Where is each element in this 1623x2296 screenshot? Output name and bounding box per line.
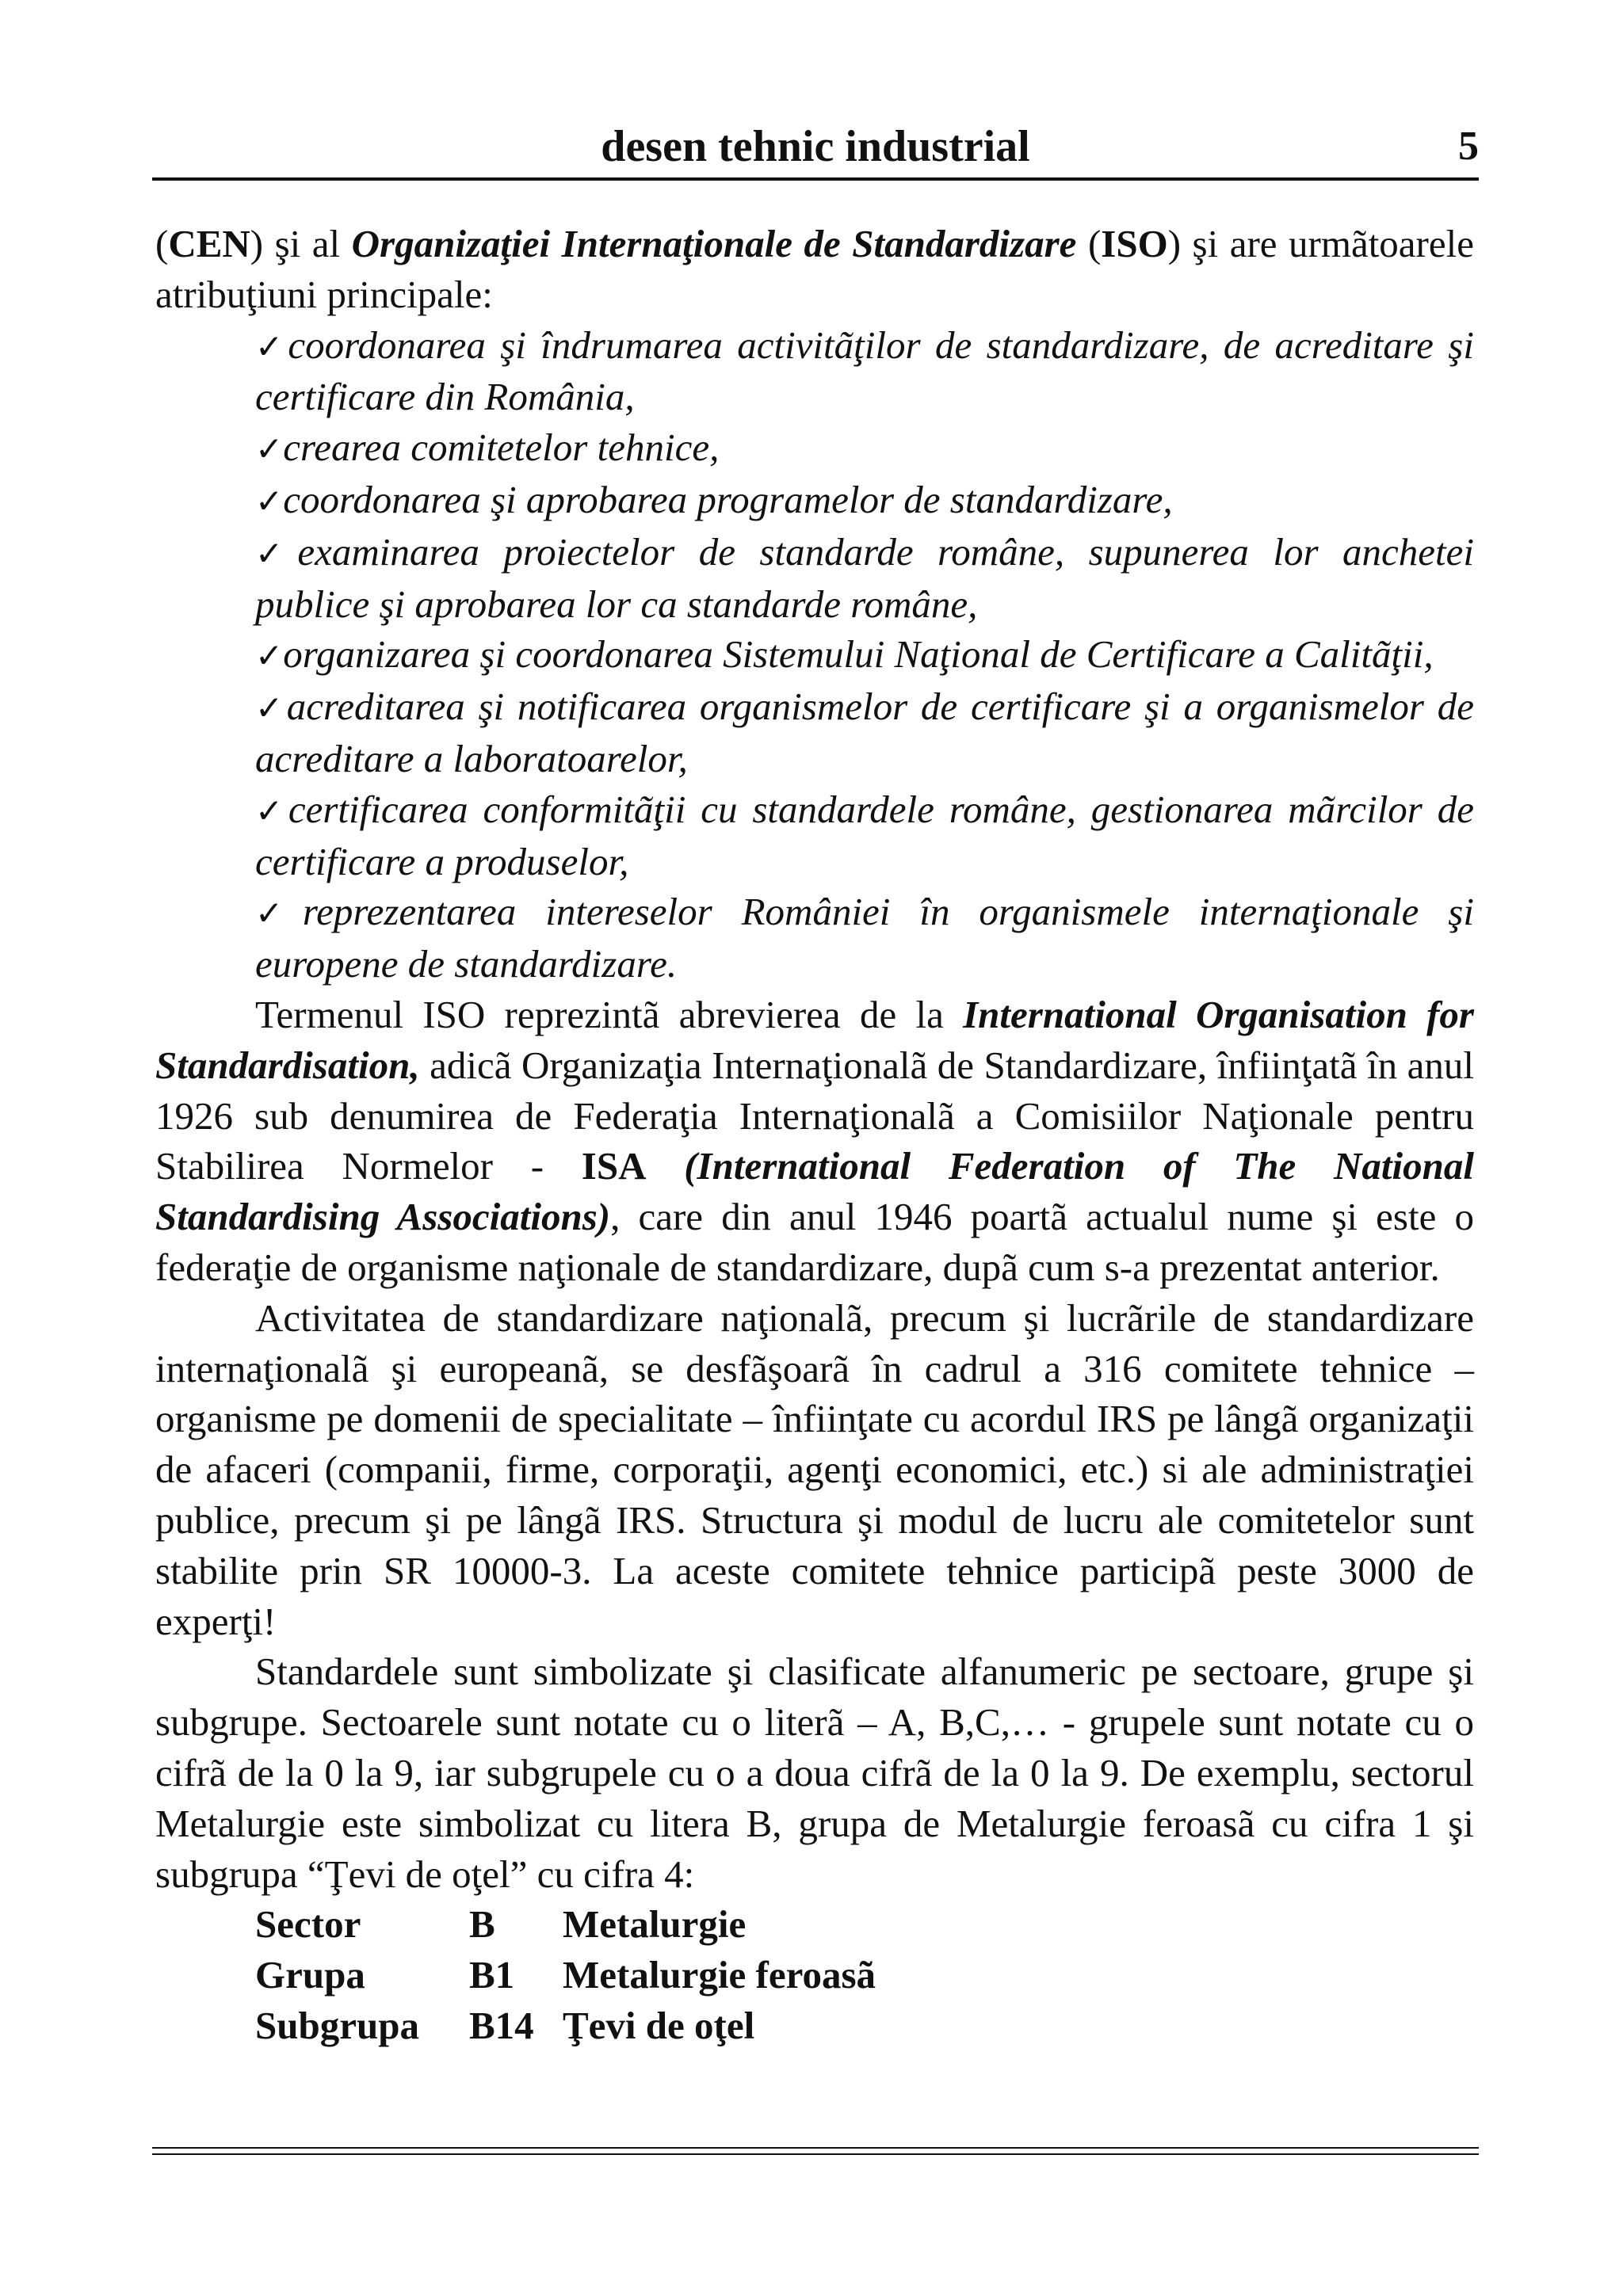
code-level: Subgrupa [255,2003,420,2047]
iso-text-1: Termenul ISO reprezintã abrevierea de la [255,992,964,1036]
list-item [255,681,1474,784]
code-row [255,2000,1474,2051]
code-level: Sector [255,1902,361,1947]
iso-abbrev: ISO [1101,222,1168,265]
code-symbol: B14 [469,2003,534,2047]
list-item-text: acreditarea şi notificarea organismelor de certificare şi a organismelor de acreditare a laboratoarelor, [255,685,1474,780]
code-level: Grupa [255,1953,365,1997]
check-icon: ✓ [255,894,303,933]
intro-paragraph [155,219,1474,320]
check-icon: ✓ [255,429,284,469]
check-icon: ✓ [255,688,287,728]
intro-text-1: ( [155,222,169,265]
isa-abbrev: ISA [581,1144,647,1188]
code-row [255,1899,1474,1950]
list-item [255,422,1474,475]
iso-text-4: , care din anul 1946 poartã actualul nume şi este o federaţie de organisme naţionale de standardizare, dupã cum s-a prezentat anterior. [155,1195,1475,1289]
activity-paragraph: Activitatea de standardizare naţionalã, precum şi lucrãrile de standardizare internaţionalã şi europeanã, se desfãşoarã în cadrul a 316 comitete tehnice – organisme pe domenii de specialitate – înfiinţate cu acordul IRS pe lângã organizaţii de afaceri (companii, firme, corporaţii, agenţi economici, etc.) si ale administraţiei publice, precum şi pe lângã IRS. Structura şi modul de lucru ale comitetelor sunt stabilite prin SR 10000-3. La aceste comitete tehnice participã peste 3000 de experţi! [155,1295,1474,1643]
attributions-list [155,320,1474,990]
list-item [255,887,1474,990]
classification-paragraph: Standardele sunt simbolizate şi clasificate alfanumeric pe sectoare, grupe şi subgrupe. Sectoarele sunt notate cu o literã – A, B,C,… - grupele sunt notate cu o cifrã de la 0 la 9, iar subgrupele cu o a doua cifrã de la 0 la 9. De exemplu, sectorul Metalurgie este simbolizat cu litera B, grupa de Metalurgie feroasã cu cifra 1 şi subgrupa “Ţevi de oţel” cu cifra 4: [155,1650,1474,1896]
check-icon: ✓ [255,533,298,573]
page-header [152,117,1479,176]
isa-full-name: (International Federation of The National Standardising Associations) [155,1144,1474,1239]
intro-text-2: ) şi al [250,222,352,265]
check-icon: ✓ [255,326,288,366]
code-row [255,1950,1474,2000]
list-item-text: certificarea conformitãţii cu standardele române, gestionarea mãrcilor de certificare a produselor, [255,787,1474,883]
list-item-text: coordonarea şi aprobarea programelor de standardizare, [283,477,1173,521]
code-name: Ţevi de oţel [563,2003,755,2047]
iso-full-name-ro: Organizaţiei Internaţionale de Standardizare [351,222,1077,265]
list-item [255,320,1474,423]
iso-text-3 [646,1144,684,1188]
list-item-text: organizarea şi coordonarea Sistemului Naţional de Certificare a Calitãţii, [283,632,1434,677]
code-symbol: B [469,1902,495,1947]
intro-text-3: ( [1076,222,1102,265]
iso-full-name-en: International Organisation for Standardisation, [155,992,1475,1087]
running-title: desen tehnic industrial [601,122,1030,171]
list-item-text: reprezentarea intereselor României în organismele internaţionale şi europene de standardizare. [255,890,1474,986]
page-body [155,219,1474,2051]
header-rule [152,177,1479,181]
page-number: 5 [1458,124,1479,169]
code-name: Metalurgie feroasã [563,1953,876,1997]
classification-codes [255,1899,1474,2050]
list-item [255,629,1474,681]
check-icon: ✓ [255,481,284,521]
iso-paragraph [155,990,1474,1293]
check-icon: ✓ [255,636,284,676]
list-item [255,784,1474,887]
check-icon: ✓ [255,791,288,830]
list-item [255,527,1474,630]
cen-abbrev: CEN [168,222,250,265]
intro-text-4: ) şi are urmãtoarele atribuţiuni principale: [155,222,1474,316]
iso-text-2: adicã Organizaţia Internaţionalã de Standardizare, înfiinţatã în anul 1926 sub denumirea de Federaţia Internaţionalã a Comisiilor Naţionale pentru Stabilirea Normelor - [155,1043,1474,1188]
footer-rule [152,2147,1479,2155]
list-item-text: examinarea proiectelor de standarde române, supunerea lor anchetei publice şi aprobarea lor ca standarde române, [255,529,1474,626]
list-item-text: coordonarea şi îndrumarea activitãţilor de standardizare, de acreditare şi certificare din România, [255,322,1474,419]
list-item [255,475,1474,527]
code-name: Metalurgie [563,1902,747,1947]
code-symbol: B1 [469,1953,515,1997]
list-item-text: crearea comitetelor tehnice, [283,425,720,470]
